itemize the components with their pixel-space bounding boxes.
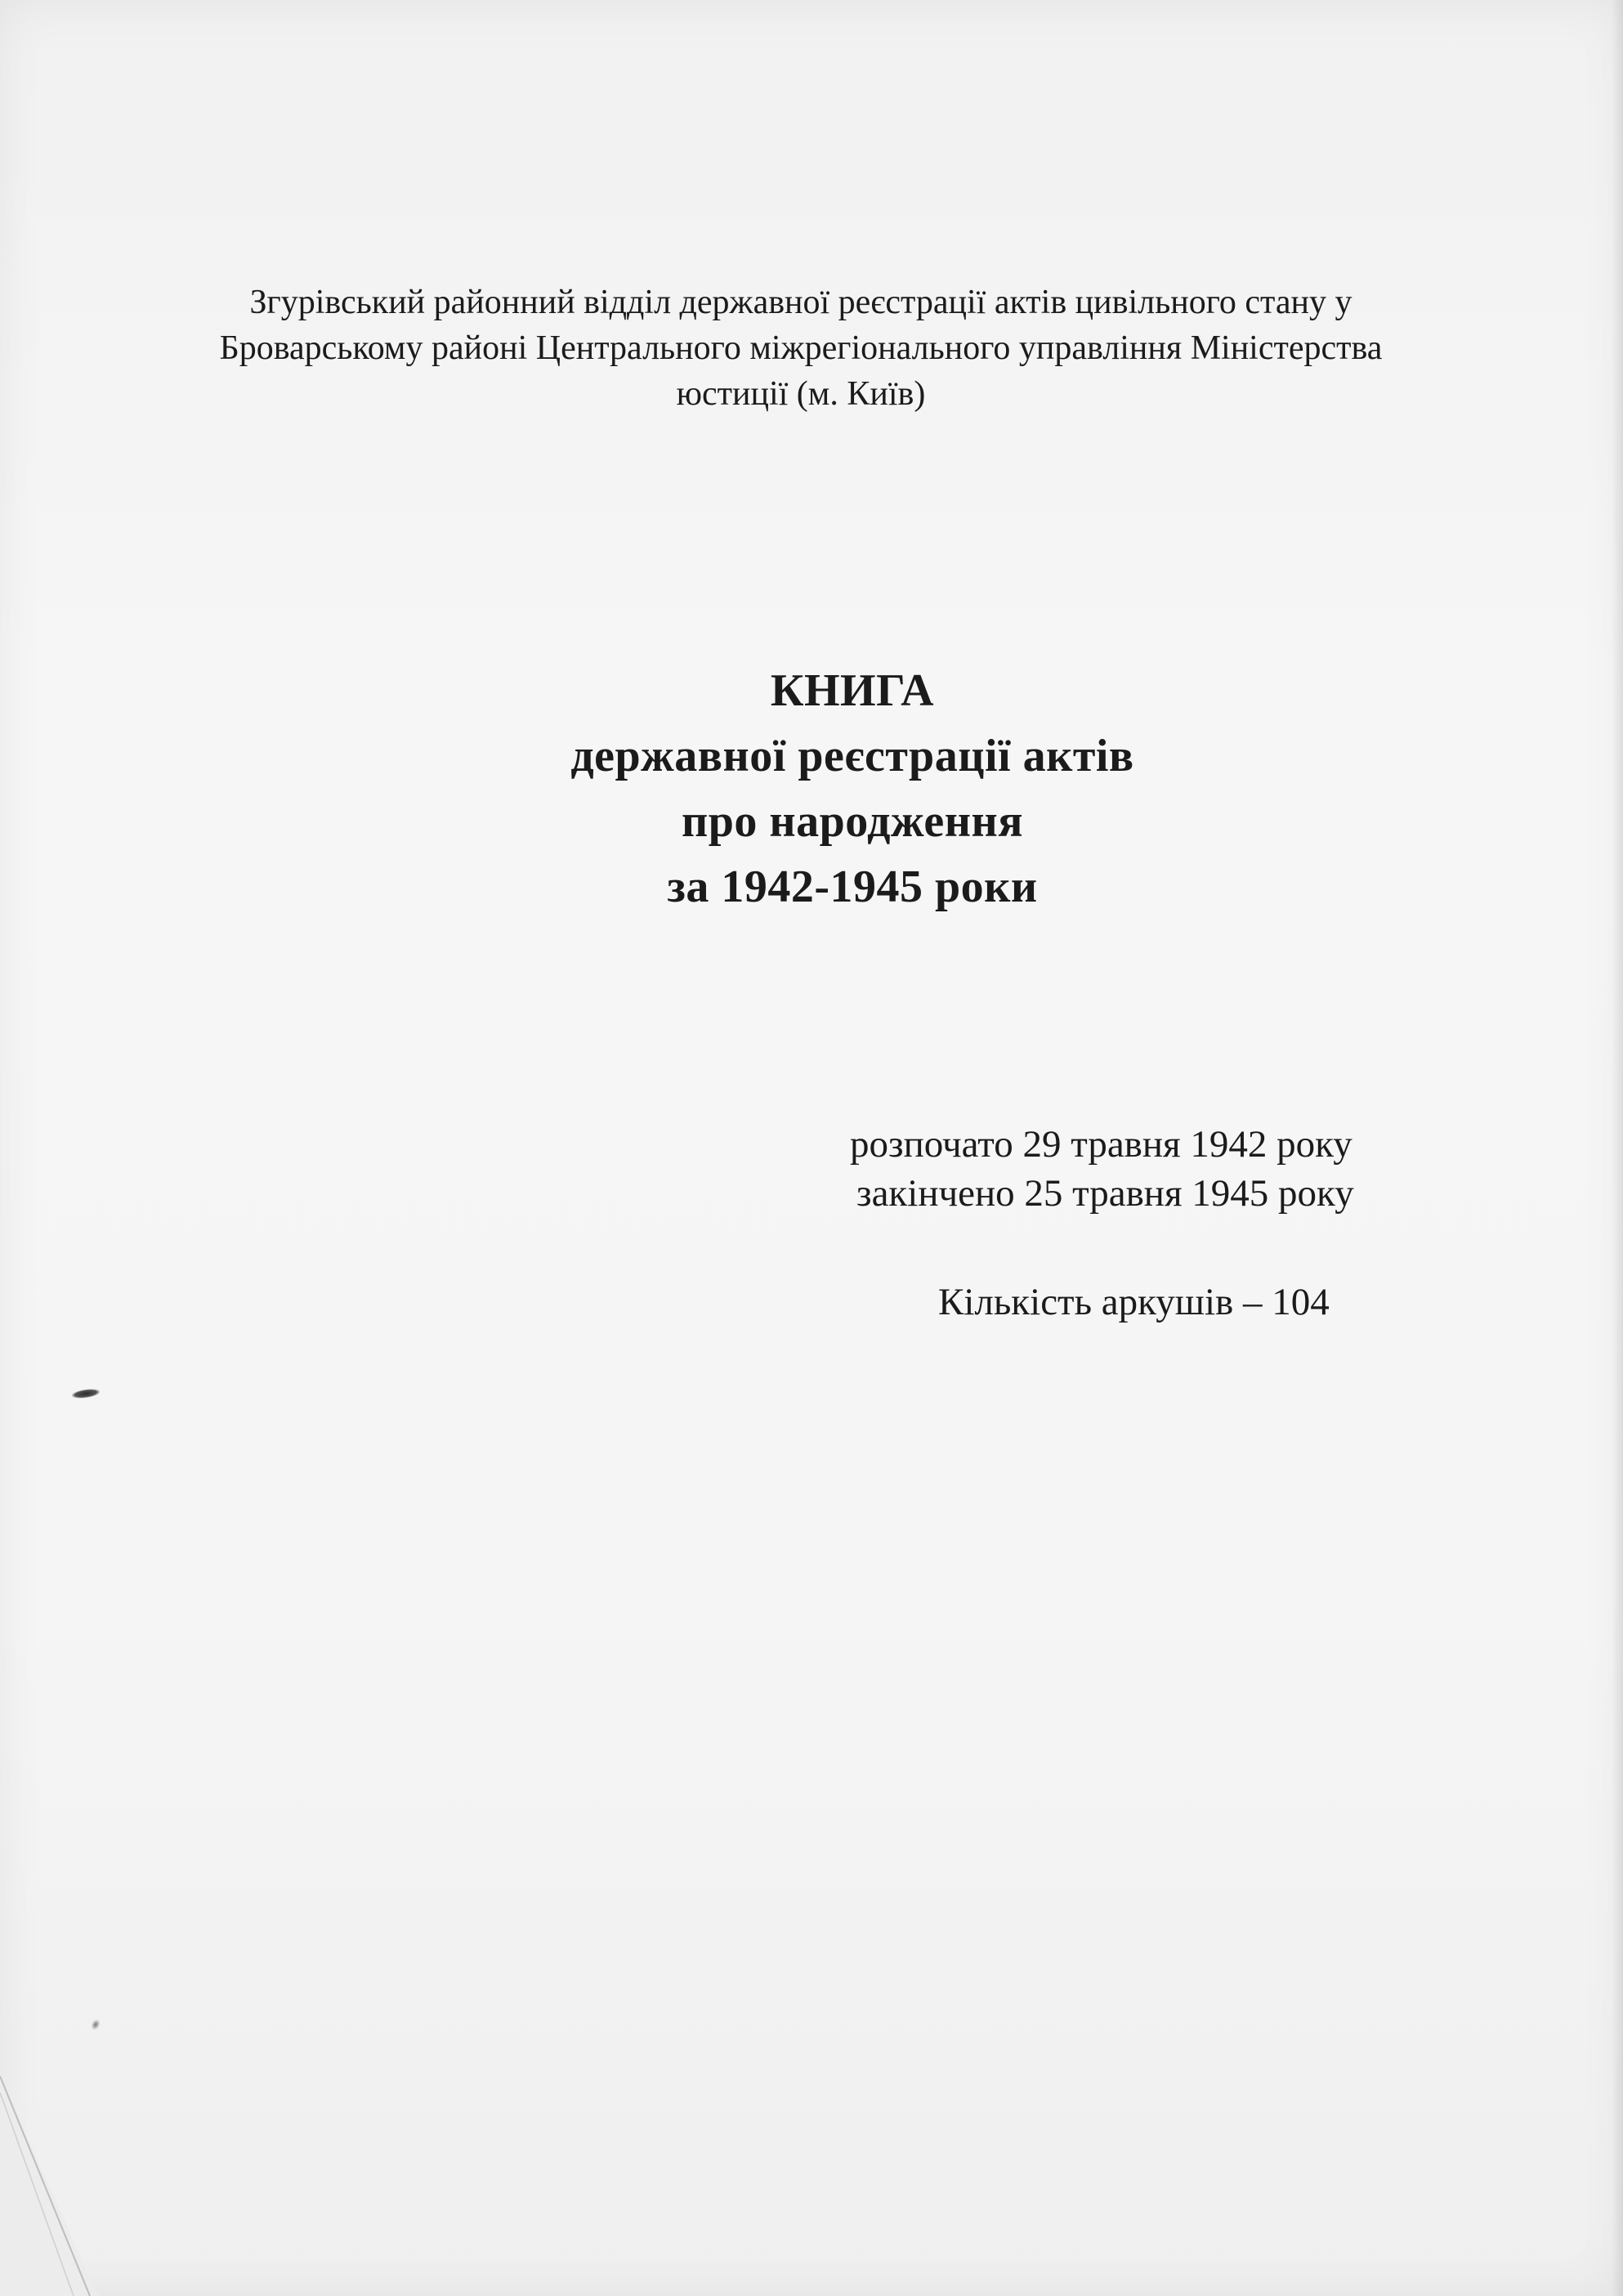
date-range [850,1120,1354,1218]
book-title [280,658,1424,920]
page-edge-shadow [1612,0,1623,2296]
title-line-1: КНИГА [770,665,935,716]
issuing-authority-header [114,280,1487,417]
title-line-2: державної реєстрації актів [570,731,1134,781]
title-line-3: про народження [681,796,1024,847]
end-date: закінчено 25 травня 1945 року [856,1172,1354,1215]
sheet-count: Кількість аркушів – 104 [938,1281,1330,1323]
paper-speck [89,2017,102,2031]
punch-hole-mark [71,1388,100,1400]
header-line-2: Броварському районі Центрального міжрегіонального управління Міністерства [219,329,1383,367]
start-date: розпочато 29 травня 1942 року [850,1123,1352,1166]
title-line-4: за 1942-1945 роки [667,862,1038,912]
header-line-3: юстиції (м. Київ) [676,375,926,413]
folded-corner-icon [0,2076,114,2296]
header-line-1: Згурівський районний відділ державної реєстрації актів цивільного стану у [249,284,1352,321]
